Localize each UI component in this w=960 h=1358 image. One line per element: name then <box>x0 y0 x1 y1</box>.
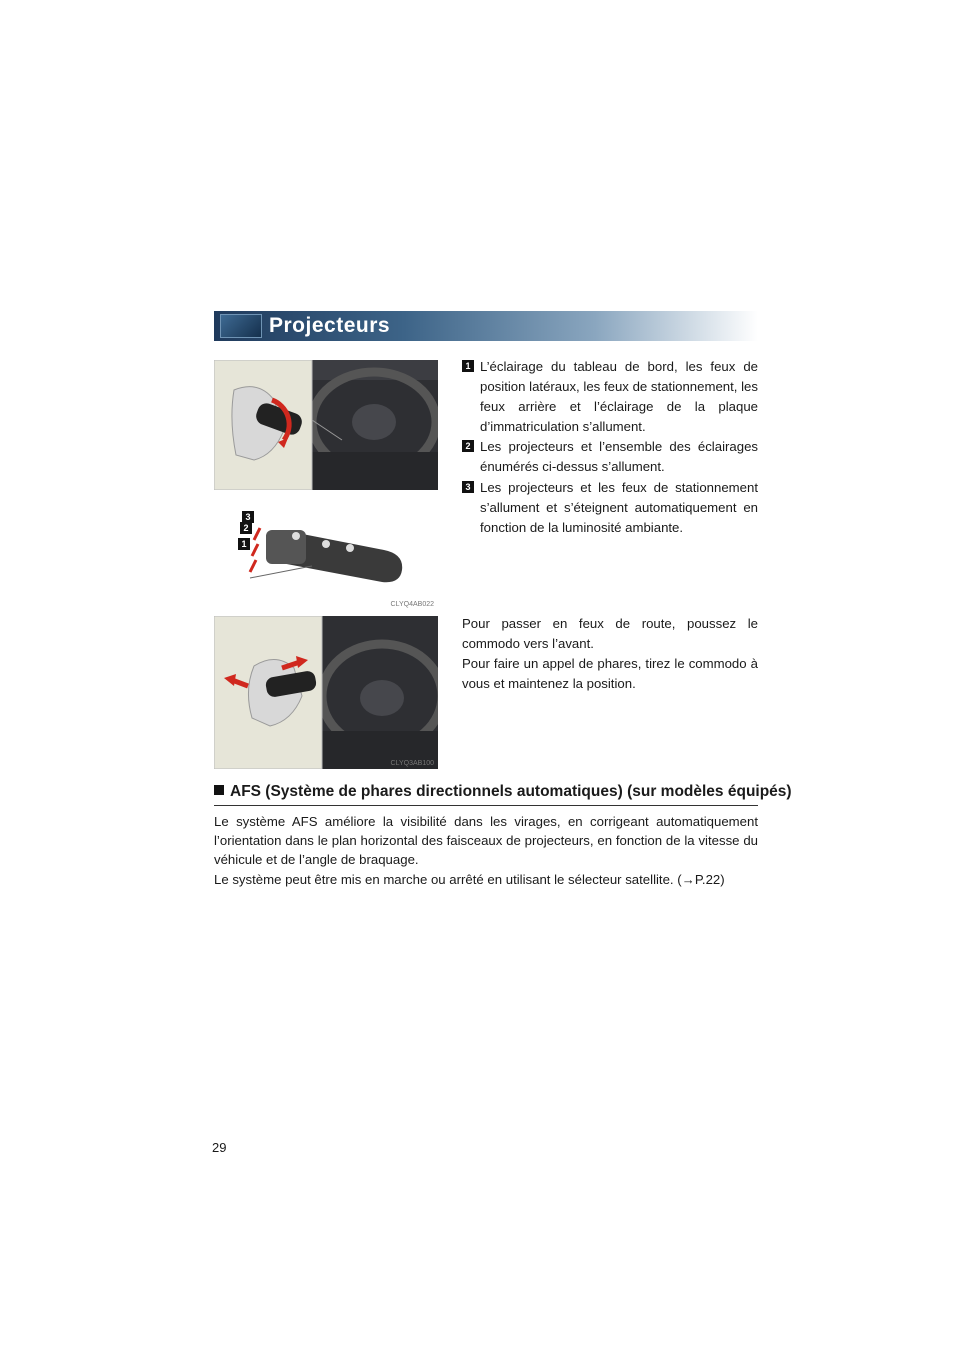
stalk-positions-diagram <box>214 492 438 610</box>
list-item <box>462 357 758 437</box>
list-item <box>462 478 758 538</box>
high-beam-photo <box>214 616 438 769</box>
step-marker: 3 <box>462 481 474 493</box>
list-item-text: L’éclairage du tableau de bord, les feux de position latéraux, les feux de stationnement, les feux arrière et l’éclairage de la plaque d’immatriculation s’allument. <box>480 359 758 434</box>
callout-1: 1 <box>238 538 250 550</box>
page-title: Projecteurs <box>269 314 391 337</box>
list-item-text: Les projecteurs et l’ensemble des éclairages énumérés ci-dessus s’allument. <box>480 439 758 474</box>
page-number: 29 <box>212 1140 227 1155</box>
switch-rotation-photo <box>214 360 438 490</box>
heading-square-icon <box>214 785 224 795</box>
afs-heading-text: AFS (Système de phares directionnels automatiques) (sur modèles équipés) <box>230 783 792 800</box>
figure-code: CLYQ3AB100 <box>390 760 434 767</box>
figure-code: CLYQ4AB022 <box>390 601 434 608</box>
flash-paragraph: Pour faire un appel de phares, tirez le commodo à vous et maintenez la position. <box>462 656 758 691</box>
list-item <box>462 437 758 477</box>
afs-paragraph: Le système AFS améliore la visibilité dans les virages, en corrigeant automatiquement l’orientation dans le plan horizontal des faisceaux de projecteurs, en fonction de la vitesse du véhicule et de l’angle de braquage. <box>214 814 758 867</box>
section-header <box>214 311 758 341</box>
step-marker: 1 <box>462 360 474 372</box>
callout-3: 3 <box>242 511 254 523</box>
section-icon <box>220 314 262 338</box>
afs-heading <box>214 780 792 806</box>
list-item-text: Les projecteurs et les feux de stationnement s’allument et s’éteignent automatiquement en fonction de la luminosité ambiante. <box>480 480 758 535</box>
afs-switch-paragraph: Le système peut être mis en marche ou arrêté en utilisant le sélecteur satellite. (→P.22) <box>214 872 725 887</box>
step-marker: 2 <box>462 440 474 452</box>
high-beam-paragraph: Pour passer en feux de route, poussez le commodo vers l’avant. <box>462 616 758 651</box>
callout-2: 2 <box>240 522 252 534</box>
